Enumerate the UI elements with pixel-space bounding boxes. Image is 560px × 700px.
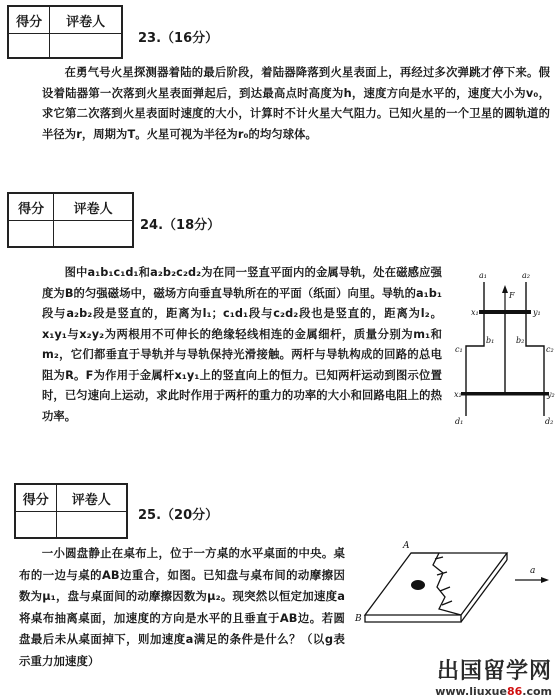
label-a2: a₂ [522, 271, 530, 280]
question-number-23: 23.（16分） [138, 31, 219, 46]
grader-label: 评卷人 [73, 201, 113, 217]
question-number-24: 24.（18分） [140, 218, 221, 233]
question-text-23: 在勇气号火星探测器着陆的最后阶段，着陆器降落到火星表面上，再经过多次弹跳才停下来。假设着陆器第一次落到火星表面弹起后，到达最高点时高度为h，速度方向是水平的，速度大小为v₀，求它第二次落到火星表面时速度的大小，计算时不计火星大气阻力。已知火星的一个卫星的圆轨道的半径为r，周期为T。火星可视为半径为r₀的均匀球体。 [42, 66, 550, 141]
watermark-title: 出国留学网 [436, 659, 552, 684]
label-B: B [355, 614, 362, 624]
score-label: 得分 [9, 7, 50, 33]
watermark-url: www.liuxue86.com [435, 685, 552, 698]
label-a1: a₁ [479, 271, 487, 280]
score-label: 得分 [16, 485, 57, 511]
label-x1: x₁ [471, 308, 479, 317]
label-d1: d₁ [455, 417, 464, 426]
rod-x2y2 [461, 392, 549, 396]
score-box-23 [7, 5, 123, 59]
label-F: F [509, 291, 515, 300]
label-c2: c₂ [546, 345, 554, 354]
score-box-25 [14, 483, 128, 539]
grader-label: 评卷人 [71, 492, 111, 508]
watermark-logo [435, 654, 552, 698]
score-label: 得分 [9, 194, 54, 220]
label-y2: y₂ [547, 390, 555, 399]
question-text-25: 一小圆盘静止在桌布上，位于一方桌的水平桌面的中央。桌布的一边与桌的AB边重合，如图。已知盘与桌布间的动摩擦因数为μ₁，盘与桌面间的动摩擦因数为μ₂。现突然以恒定加速度a将桌布抽离桌面，加速度的方向是水平的且垂直于AB边。若圆盘最后未从桌面掉下，则加速度a满足的条件是什么？（以g表示重力加速度） [19, 546, 345, 668]
label-a: a [530, 566, 536, 576]
label-y1: y₁ [533, 308, 541, 317]
label-c1: c₁ [455, 345, 463, 354]
label-x2: x₂ [454, 390, 462, 399]
score-box-24 [7, 192, 134, 248]
grader-label: 评卷人 [66, 14, 106, 30]
label-A: A [403, 541, 410, 551]
rod-x1y1 [479, 310, 531, 314]
label-b1: b₁ [486, 336, 495, 345]
disk [411, 580, 425, 590]
label-d2: d₂ [545, 417, 554, 426]
question-text-24: 图中a₁b₁c₁d₁和a₂b₂c₂d₂为在同一竖直平面内的金属导轨，处在磁感应强度为B的匀强磁场中，磁场方向垂直导轨所在的平面（纸面）向里。导轨的a₁b₁段与a₂b₂段是竖直的，距离为l₁；c₁d₁段与c₂d₂段也是竖直的，距离为l₂。x₁y₁与x₂y₂为两根用不可伸长的绝缘轻线相连的金属细杆，质量分别为m₁和m₂，它们都垂直于导轨并与导轨保持光滑接触。两杆与导轨构成的回路的总电阻为R。F为作用于金属杆x₁y₁上的竖直向上的恒力。已知两杆运动到图示位置时，已匀速向上运动，求此时作用于两杆的重力的功率的大小和回路电阻上的热功率。 [42, 266, 442, 423]
table-figure [343, 535, 557, 653]
rail-figure [446, 268, 558, 426]
question-number-25: 25.（20分） [138, 508, 219, 523]
label-b2: b₂ [516, 336, 525, 345]
